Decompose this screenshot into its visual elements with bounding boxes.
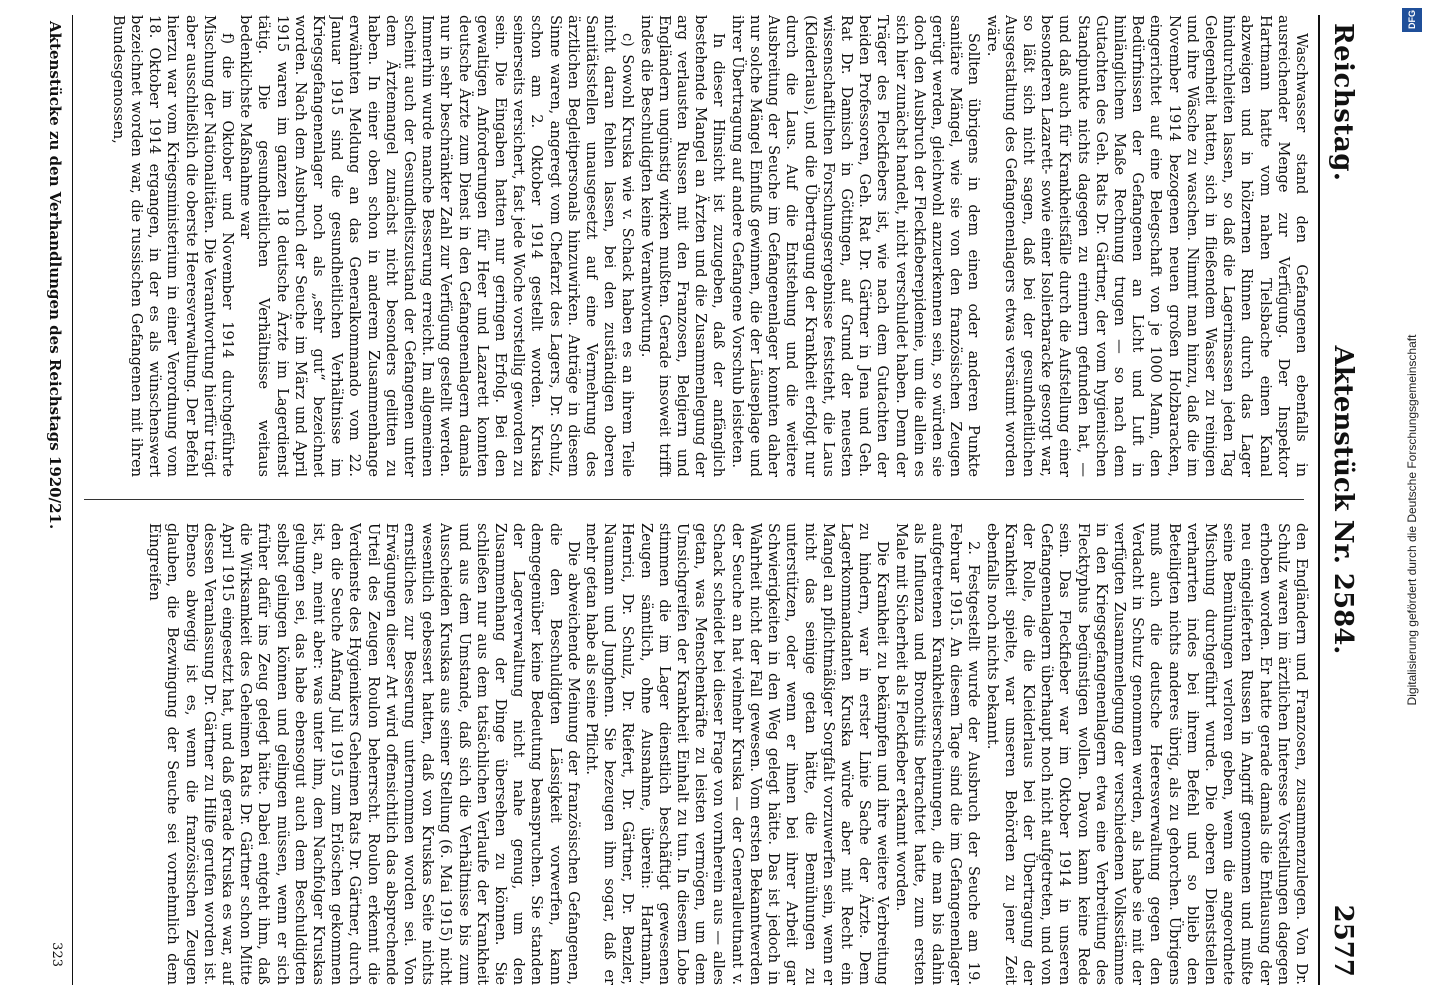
paragraph: Die abweichende Meinung der französischen Gefangenen, die den Beschuldigten Lässigkeit vorwerfen, kann demgegenüber keine Bedeutung beanspruchen. Sie standen der Lagerverwaltung nicht nahe genug, um den Zusammenhang der Dinge übersehen zu können. Sie schließen nur aus dem tatsächlichen Verlaufe der Krankheit und aus dem Umstande, daß sich die Verhältnisse bis zum Ausscheiden Kruskas aus seiner Stellung (6. Mai 1915) nicht wesentlich gebessert hatten, daß von Kruskas Seite nichts ernstliches zur Besserung unternommen worden sei. Von Erwägungen dieser Art wird offensichtlich das absprechende Urteil des Zeugen Roulon beherrscht. Roulon erkennt die Verdienste des Hygienikers Geheimen Rats Dr. Gärtner, durch den die Seuche Anfang Juli 1915 zum Erlöschen gekommen ist, an, meint aber: was unter ihm, dem Nachfolger Kruskas gelungen sei, das habe ebensogut auch dem Beschuldigten selbst gelingen können und gelingen müssen, wenn er sich früher dafür ins Zeug gelegt hätte. Dabei entgeht ihm, daß die Wirksamkeit des Geheimen Rats Dr. Gärtner schon Mitte April 1915 eingesetzt hat, und daß gerade Kruska es war, auf dessen Veranlassung Dr. Gärtner zu Hilfe gerufen worden ist. Ebenso abwegig ist es, wenn die französischen Zeugen glauben, die Bezwingung der Seuche sei vornehmlich dem Eingreifen — [146, 523, 582, 985]
page-footer — [32, 15, 73, 985]
paragraph: Sollten übrigens in dem einen oder anderen Punkte sanitäre Mängel, wie sie von den französischen Zeugen gerügt werden, gleichwohl anzuerkennen sein, so würden sie doch den Ausbruch der Fleckfieberepidemie, um die allein es sich hier zunächst handelt, nicht verschuldet haben. Denn der Träger des Fleckfiebers ist, wie nach dem Gutachten der beiden Professoren, Geh. Rat Dr. Gärtner in Jena und Geh. Rat Dr. Damisch in Göttingen, auf Grund der neuesten wissenschaftlichen Forschungsergebnisse feststeht, die Laus (Kleiderlaus), und die Übertragung der Krankheit erfolgt nur durch die Laus. Auf die Entstehung und die weitere Ausbreitung der Seuche im Gefangenenlager konnten daher nur solche Mängel Einfluß gewinnen, die der Läuseplage und ihrer Übertragung auf andere Gefangene Vorschub leisteten. — [728, 15, 983, 477]
paragraph: 2. Festgestellt wurde der Ausbruch der Seuche am 19. Februar 1915. An diesem Tage sind die im Gefangenenlager aufgetretenen Krankheitserscheinungen, die man bis dahin als Influenza und Bronchitis betrachtet hatte, zum ersten Male mit Sicherheit als Fleckfieber erkannt worden. — [892, 523, 983, 985]
right-column — [78, 523, 1310, 985]
signature-mark: 323 — [49, 942, 64, 967]
digitization-note: Digitalisierung gefördert durch die Deutsche Forschungsgemeinschaft — [1405, 334, 1419, 706]
paragraph: In dieser Hinsicht ist zuzugeben, daß der anfänglich bestehende Mangel an Ärzten und die Zusammenlegung der arg verlausten Russen mit den Franzosen, Belgiern und Engländern ungünstig wirken mußten. Gerade insoweit trifft indes die Beschuldigten keine Verantwortung. — [637, 15, 728, 477]
paragraph: Waschwasser stand den Gefangenen ebenfalls in ausreichender Menge zur Verfügung. Der Inspektor Hartmann hatte vom nahen Tielsbache einen Kanal abzweigen und in hölzernen Rinnen durch das Lager hindurchleiten lassen, so daß die Lagerinsassen jeden Tag Gelegenheit hatten, sich in fließendem Wasser zu reinigen und ihre Wäsche zu waschen. Nimmt man hinzu, daß die im November 1914 bezogenen neuen großen Holzbaracken, eingerichtet auf eine Belegschaft von je 1000 Mann, den Bedürfnissen der Gefangenen an Licht und Luft in hinlänglichem Maße Rechnung trugen — so nach dem Gutachten des Geh. Rats Dr. Gärtner, der vom hygienischen Standpunkte nichts dagegen zu erinnern gefunden hat, — und daß auch für Krankheitsfälle durch die Aufstellung einer besonderen Lazarett- sowie einer Isolierbaracke gesorgt war, so läßt sich nicht sagen, daß bei der gesundheitlichen Ausgestaltung des Gefangenenlagers etwas versäumt worden wäre. — [983, 15, 1310, 477]
rotated-document-page — [24, 15, 1364, 985]
left-column — [78, 15, 1310, 477]
column-divider — [84, 499, 1304, 500]
paragraph: f) die im Oktober und November 1914 durchgeführte Mischung der Nationalitäten. Die Verantwortung hierfür trägt aber ausschließlich die oberste Heeresverwaltung. Der Befehl hierzu war vom Kriegsministerium in einer Verordnung vom 18. Oktober 1914 ergangen, in der es als wünschenswert bezeichnet worden war, die russischen Gefangenen mit ihren Bundesgenossen, — [109, 15, 237, 477]
paragraph: c) Sowohl Kruska wie v. Schack haben es an ihrem Teile nicht daran fehlen lassen, bei den zuständigen oberen Sanitätsstellen unausgesetzt auf eine Vermehrung des ärztlichen Begleitpersonals hinzuwirken. Anträge in diesem Sinne waren, angeregt vom Chefarzt des Lagers, Dr. Schulz, schon am 2. Oktober 1914 gestellt worden. Kruska seinerseits versichert, fast jede Woche vorstellig geworden zu sein. Die Eingaben hatten nur geringen Erfolg. Bei den gewaltigen Anforderungen für Heer und Lazarett konnten deutsche Ärzte zum Dienst in den Gefangenenlagern damals nur in sehr beschränkter Zahl zur Verfügung gestellt werden. Immerhin wurde manche Besserung erreicht. Im allgemeinen scheint auch der Gesundheitszustand der Gefangenen unter dem Ärztemangel zunächst nicht besonders gelitten zu haben. In einer oben schon in anderem Zusammenhange erwähnten Meldung an das Generalkommando vom 22. Januar 1915 sind die gesundheitlichen Verhältnisse im Kriegsgefangenenlager noch als „sehr gut“ bezeichnet worden. Nach dem Ausbruch der Seuche im März und April 1915 waren im ganzen 18 deutsche Ärzte im Lagerdienst tätig. Die gesundheitlichen Verhältnisse weitaus bedenklichste Maßnahme war — [237, 15, 637, 477]
page-number: 2577 — [1328, 904, 1358, 977]
paragraph: Die Krankheit zu bekämpfen und ihre weitere Verbreitung zu hindern, war in erster Linie Sache der Ärzte. Dem Lagerkommandanten Kruska würde aber mit Recht ein Mangel an pflichtmäßiger Sorgfalt vorzuwerfen sein, wenn er nicht das seinige getan hätte, die Bemühungen zu unterstützen, oder wenn er ihnen bei ihrer Arbeit gar Schwierigkeiten in den Weg gelegt hätte. Das ist jedoch in Wahrheit nicht der Fall gewesen. Vom ersten Bekanntwerden der Seuche an hat vielmehr Kruska — der Generalleutnant v. Schack scheidet bei dieser Frage von vornherein aus — alles getan, was Menschenkräfte zu leisten vermögen, um dem Umsichgreifen der Krankheit Einhalt zu tun. In diesem Lobe stimmen die im Lager dienstlich beschäftigt gewesenen Zeugen sämtlich, ohne Ausnahme, überein: Hartmann, Henrici, Dr. Schulz, Dr. Riefert, Dr. Gärtner, Dr. Benzler, Naumann und Junghenn. Sie bezeugen ihm sogar, daß er mehr getan habe als seine Pflicht. — [583, 523, 892, 985]
text-columns — [78, 15, 1310, 985]
footer-source: Aktenstücke zu den Verhandlungen des Reichstags 1920/21. — [46, 21, 64, 530]
header-left: Reichstag. — [1328, 23, 1358, 182]
header-title: Aktenstück Nr. 2584. — [1328, 345, 1358, 655]
dfg-logo-icon: DFG — [1402, 8, 1422, 32]
page-header — [1318, 15, 1364, 985]
paragraph: den Engländern und Franzosen, zusammenzulegen. Von Dr. Schulz waren im ärztlichen Interesse Vorstellungen dagegen erhoben worden. Er hatte gerade damals die Entlausung der neu eingelieferten Russen in Angriff genommen und mußte seine Bemühungen verloren geben, wenn die angeordnete Mischung durchgeführt wurde. Die oberen Dienststellen verharrten indes bei ihrem Befehl und so blieb den Beteiligten nichts anderes übrig, als zu gehorchen. Übrigens muß auch die deutsche Heeresverwaltung gegen den Verdacht in Schutz genommen werden, als habe sie mit der verfügten Zusammenlegung der verschiedenen Volksstämme in den Kriegsgefangenenlagern etwa eine Verbreitung des Flecktyphus begünstigen wollen. Davon kann keine Rede sein. Das Fleckfieber war im Oktober 1914 in unseren Gefangenenlagern überhaupt noch nicht aufgetreten, und von der Rolle, die die Kleiderlaus bei der Übertragung der Krankheit spielte, war unseren Behörden zu jener Zeit ebenfalls noch nichts bekannt. — [983, 523, 1310, 985]
